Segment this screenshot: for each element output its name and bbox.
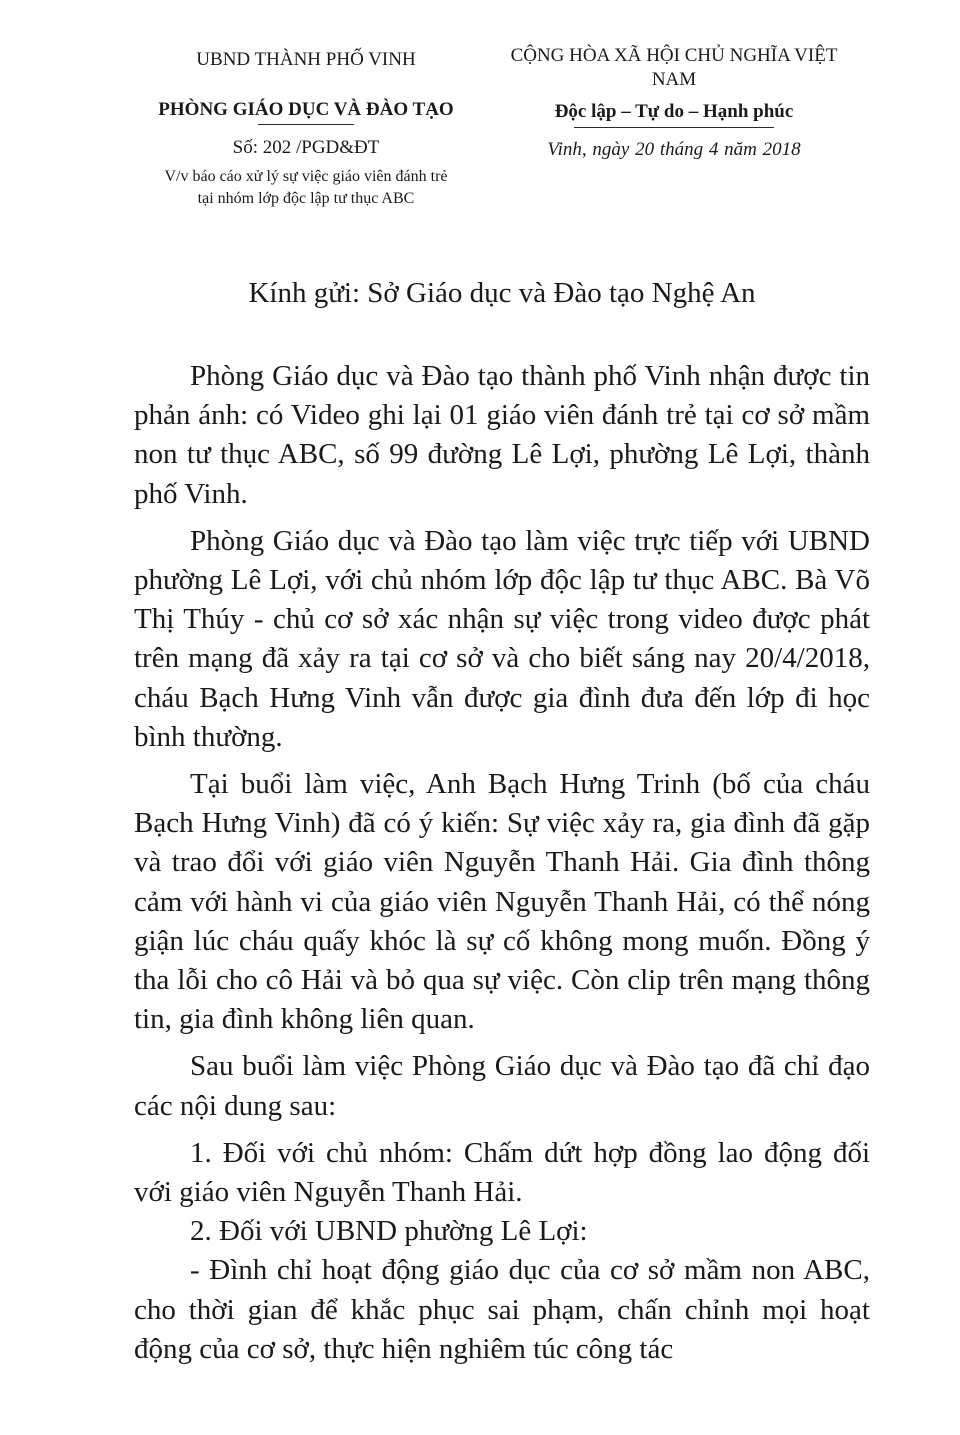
addressee-line: Kính gửi: Sở Giáo dục và Đào tạo Nghệ An bbox=[248, 277, 756, 309]
document-date: Vinh, ngày 20 tháng 4 năm 2018 bbox=[547, 139, 801, 160]
subject-line-1: V/v báo cáo xử lý sự việc giáo viên đánh trẻ bbox=[164, 168, 448, 185]
national-title: CỘNG HÒA XÃ HỘI CHỦ NGHĨA VIỆT NAM bbox=[510, 45, 838, 90]
issuer-department-text: PHÒNG GIÁO DỤC VÀ ĐÀO TẠO bbox=[158, 99, 454, 120]
issuer-block bbox=[120, 44, 492, 210]
directive-item-2: 2. Đối với UBND phường Lê Lợi: bbox=[190, 1215, 588, 1248]
national-header-block bbox=[488, 44, 860, 162]
national-motto-text: Độc lập – Tự do – Hạnh phúc bbox=[554, 101, 794, 122]
subject-line-2: tại nhóm lớp độc lập tư thục ABC bbox=[197, 190, 415, 207]
national-motto bbox=[555, 100, 794, 124]
body-paragraph: Tại buổi làm việc, Anh Bạch Hưng Trinh (bố của cháu Bạch Hưng Vinh) đã có ý kiến: Sự việc xảy ra, gia đình đã gặp và trao đổi với giáo viên Nguyễn Thanh Hải. Gia đình thông cảm với hành vi của giáo viên Nguyễn Thanh Hải, có thể nóng giận lúc cháu quấy khóc là sự cố không mong muốn. Đồng ý tha lỗi cho cô Hải và bỏ qua sự việc. Còn clip trên mạng thông tin, gia đình không liên quan. bbox=[134, 768, 870, 1036]
body-paragraph: Phòng Giáo dục và Đào tạo làm việc trực tiếp với UBND phường Lê Lợi, với chủ nhóm lớp độc lập tư thục ABC. Bà Võ Thị Thúy - chủ cơ sở xác nhận sự việc trong video được phát trên mạng đã xảy ra tại cơ sở và cho biết sáng nay 20/4/2018, cháu Bạch Hưng Vinh vẫn được gia đình đưa đến lớp đi học bình thường. bbox=[134, 524, 870, 753]
motto-underline bbox=[574, 127, 774, 128]
document-body bbox=[134, 357, 870, 1369]
body-paragraph: Phòng Giáo dục và Đào tạo thành phố Vinh nhận được tin phản ánh: có Video ghi lại 01 giáo viên đánh trẻ tại cơ sở mầm non tư thục ABC, số 99 đường Lê Lợi, phường Lê Lợi, thành phố Vinh. bbox=[134, 360, 870, 510]
directive-item-1: 1. Đối với chủ nhóm: Chấm dứt hợp đồng lao động đối với giáo viên Nguyễn Thanh Hải. bbox=[134, 1136, 870, 1209]
directive-subitem: - Đình chỉ hoạt động giáo dục của cơ sở mầm non ABC, cho thời gian để khắc phục sai phạm, chấn chỉnh mọi hoạt động của cơ sở, thực hiện nghiêm túc công tác bbox=[134, 1254, 870, 1365]
body-paragraph: Sau buổi làm việc Phòng Giáo dục và Đào tạo đã chỉ đạo các nội dung sau: bbox=[134, 1050, 870, 1122]
issuer-org: UBND THÀNH PHỐ VINH bbox=[196, 49, 416, 70]
document-subject bbox=[120, 166, 492, 210]
issuer-department bbox=[158, 98, 453, 122]
department-underline bbox=[258, 124, 354, 125]
document-number: Số: 202 /PGD&ĐT bbox=[232, 137, 380, 158]
